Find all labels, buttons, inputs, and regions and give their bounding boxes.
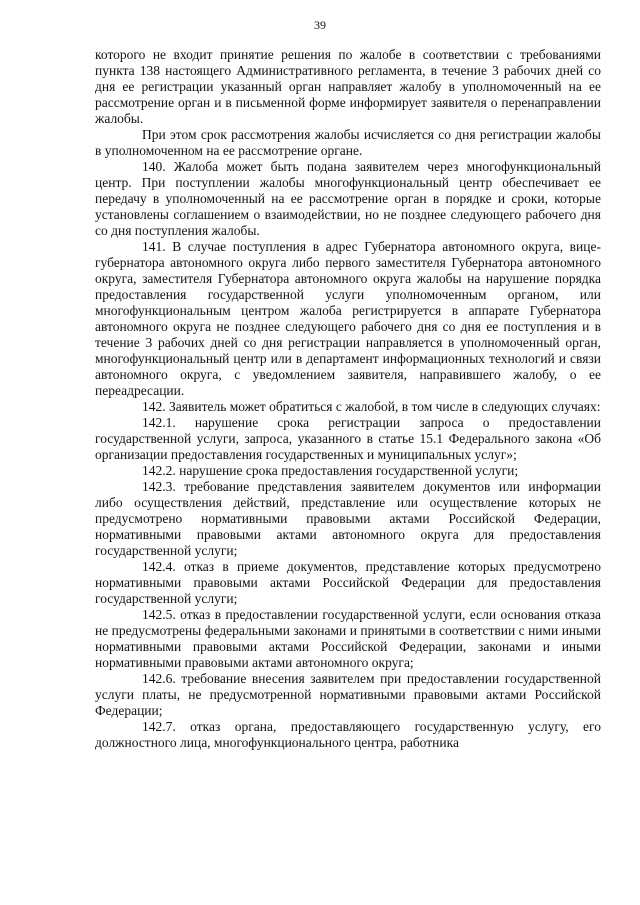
paragraph-continuation: которого не входит принятие решения по жалобе в соответствии с требованиями пункта 138 настоящего Административного регламента, в течение 3 рабочих дней со дня ее регистрации указанный орган направляет жалобу в уполномоченный на ее рассмотрение орган и в письменной форме информирует заявителя о перенаправлении жалобы. [95,47,601,126]
paragraph-142-4: 142.4. отказ в приеме документов, представление которых предусмотрено нормативными правовыми актами Российской Федерации для предоставления государственной услуги; [95,559,601,606]
paragraph-review-period: При этом срок рассмотрения жалобы исчисляется со дня регистрации жалобы в уполномоченном на ее рассмотрение органе. [95,127,601,158]
paragraph-142-3: 142.3. требование представления заявителем документов или информации либо осуществления действий, представление или осуществление которых не предусмотрено нормативными правовыми актами Российской Федерации, нормативными правовыми актами автономного округа для предоставления государственной услуги; [95,479,601,558]
paragraph-140: 140. Жалоба может быть подана заявителем через многофункциональный центр. При поступлении жалобы многофункциональный центр обеспечивает ее передачу в уполномоченный на ее рассмотрение орган в порядке и сроки, которые установлены соглашением о взаимодействии, но не позднее следующего рабочего дня со дня поступления жалобы. [95,159,601,238]
paragraph-142: 142. Заявитель может обратиться с жалобой, в том числе в следующих случаях: [142,399,601,414]
paragraph-141: 141. В случае поступления в адрес Губернатора автономного округа, вице-губернатора автономного округа либо первого заместителя Губернатора автономного округа, заместителя Губернатора автономного округа жалобы на нарушение порядка предоставления государственной услуги уполномоченным органом, или многофункциональным центром жалоба регистрируется в аппарате Губернатора автономного округа не позднее следующего рабочего дня со дня ее поступления и в течение 3 рабочих дней со дня регистрации направляется в уполномоченный орган, многофункциональный центр или в департамент информационных технологий и связи автономного округа, с уведомлением заявителя, направившего жалобу, о ее переадресации. [95,239,601,398]
paragraph-142-5: 142.5. отказ в предоставлении государственной услуги, если основания отказа не предусмотрены федеральными законами и принятыми в соответствии с ними иными нормативными правовыми актами Российской Федерации, законами и иными нормативными правовыми актами автономного округа; [95,607,601,670]
paragraph-142-6: 142.6. требование внесения заявителем при предоставлении государственной услуги платы, не предусмотренной нормативными правовыми актами Российской Федерации; [95,671,601,718]
page-number: 39 [314,18,326,32]
paragraph-142-1: 142.1. нарушение срока регистрации запроса о предоставлении государственной услуги, запроса, указанного в статье 15.1 Федерального закона «Об организации предоставления государственных и муниципальных услуг»; [95,415,601,462]
paragraph-142-7: 142.7. отказ органа, предоставляющего государственную услугу, его должностного лица, многофункционального центра, работника [95,719,601,750]
document-body [95,47,601,751]
paragraph-142-2: 142.2. нарушение срока предоставления государственной услуги; [142,463,519,478]
